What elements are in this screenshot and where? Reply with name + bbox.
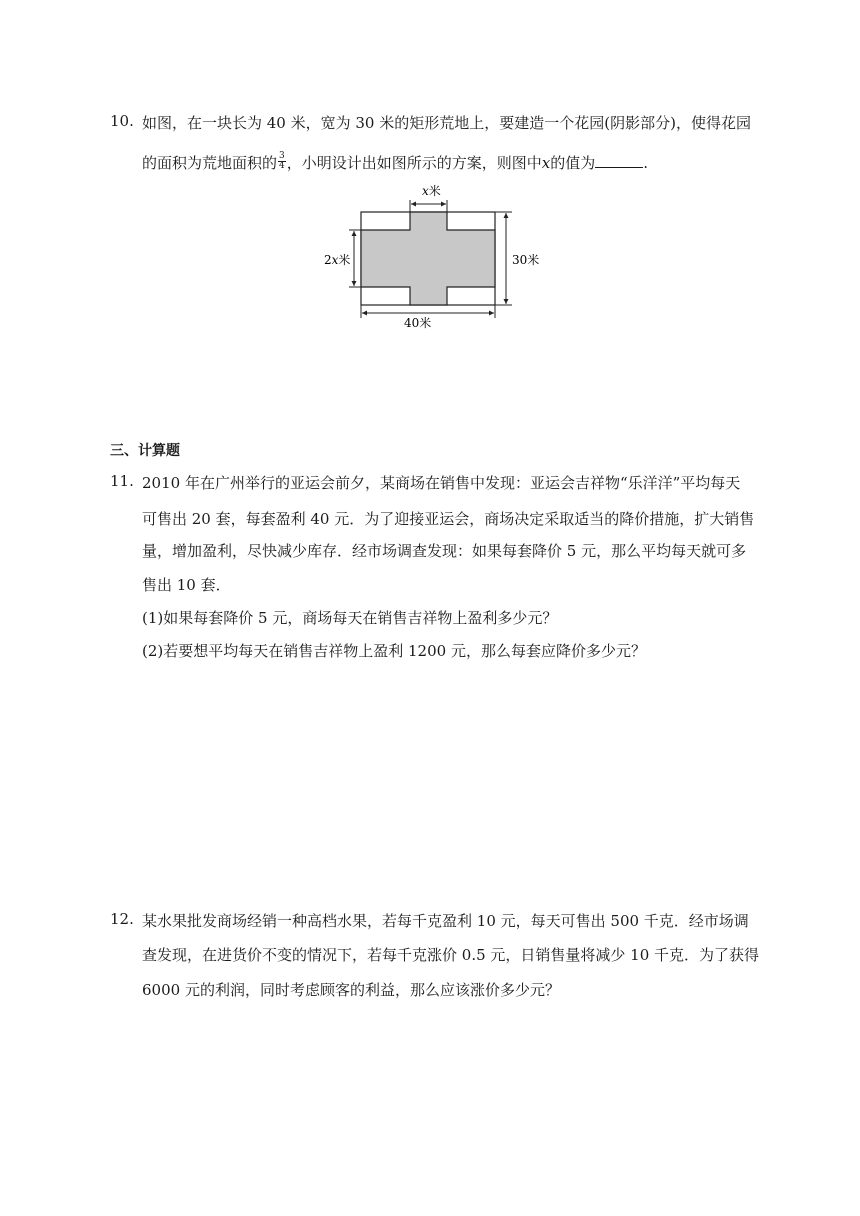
fraction-three-quarters	[278, 152, 286, 171]
question-11-number: 11.	[110, 472, 134, 490]
fraction-denominator: 4	[279, 160, 285, 171]
fraction-numerator: 3	[279, 150, 285, 161]
question-12-line-1: 某水果批发商场经销一种高档水果，若每千克盈利 10 元，每天可售出 500 千克．经市场调	[142, 912, 749, 930]
top-label-var: x	[422, 184, 429, 198]
left-dimension-label	[324, 252, 350, 267]
question-11-sub-1: (1)如果每套降价 5 元，商场每天在销售吉祥物上盈利多少元？	[142, 609, 558, 627]
right-dimension-label: 30米	[512, 253, 540, 267]
bottom-dimension-label: 40米	[404, 316, 432, 330]
question-10-text-c: 的值为	[550, 154, 596, 172]
question-11-line-1: 2010 年在广州举行的亚运会前夕，某商场在销售中发现：亚运会吉祥物“乐洋洋”平均每天	[142, 474, 741, 492]
question-10-text-b: ，小明设计出如图所示的方案，则图中	[286, 154, 542, 172]
question-12-line-2: 查发现，在进货价不变的情况下，若每千克涨价 0.5 元，日销售量将减少 10 千克．为了获得	[142, 946, 760, 964]
question-12-line-3: 6000 元的利润，同时考虑顾客的利益，那么应该涨价多少元？	[142, 981, 560, 999]
question-10-line-1: 如图，在一块长为 40 米，宽为 30 米的矩形荒地上，要建造一个花园(阴影部分)，使得花园	[142, 114, 751, 132]
question-11-line-3: 量，增加盈利，尽快减少库存．经市场调查发现：如果每套降价 5 元，那么平均每天就可多	[142, 542, 747, 560]
variable-x: x	[541, 154, 551, 172]
question-11-line-4: 售出 10 套．	[142, 576, 231, 594]
question-10-line-2	[142, 152, 648, 174]
question-12-number: 12.	[110, 910, 134, 928]
left-label-num: 2	[324, 253, 332, 267]
left-label-var: x	[331, 253, 339, 267]
question-11-line-2: 可售出 20 套，每套盈利 40 元．为了迎接亚运会，商场决定采取适当的降价措施，扩大销售	[142, 510, 755, 528]
question-10-text-a: 的面积为荒地面积的	[142, 154, 278, 172]
answer-blank[interactable]	[595, 153, 643, 168]
top-dimension-label	[422, 183, 441, 198]
top-label-unit: 米	[428, 184, 441, 198]
question-11-sub-2: (2)若要想平均每天在销售吉祥物上盈利 1200 元，那么每套应降价多少元？	[142, 642, 646, 660]
question-10-text-end: .	[643, 154, 649, 172]
left-label-unit: 米	[338, 253, 351, 267]
garden-shaded-cross	[361, 212, 495, 305]
section-title: 三、计算题	[110, 443, 180, 459]
garden-figure	[315, 178, 545, 330]
question-10-number: 10.	[110, 112, 134, 130]
